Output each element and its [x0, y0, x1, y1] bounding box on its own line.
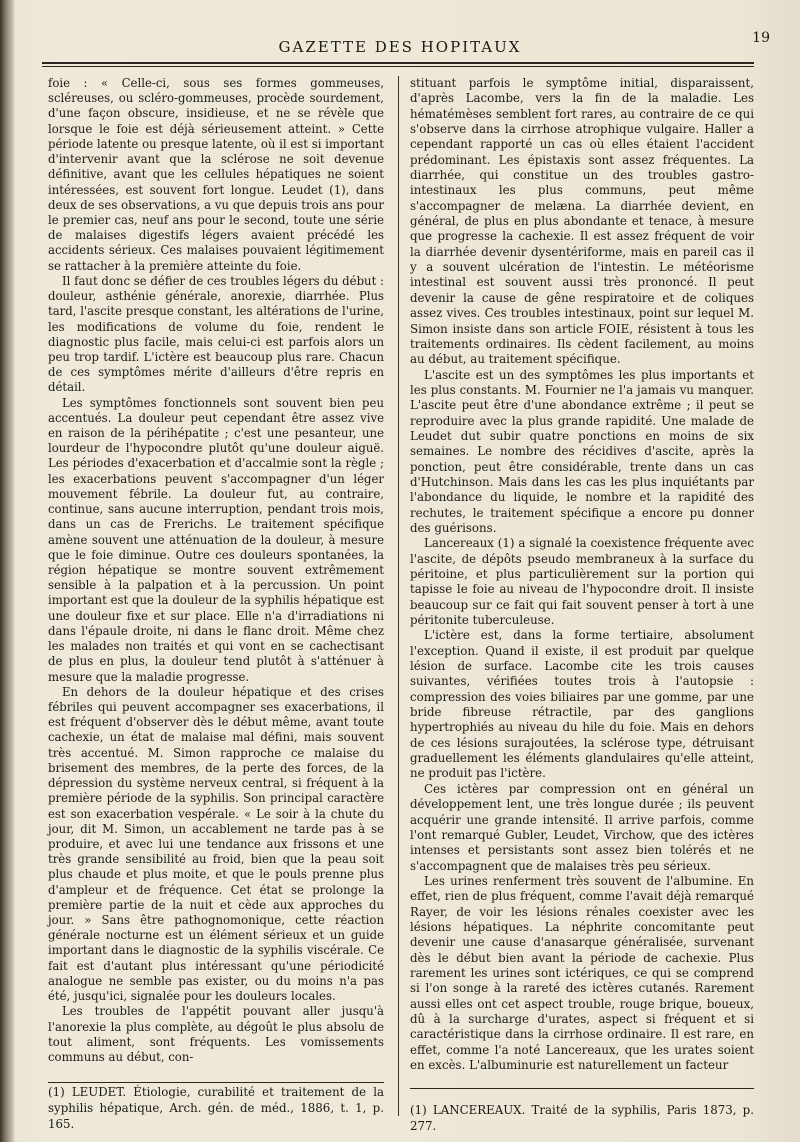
- column-divider: [398, 76, 399, 1116]
- paragraph: Les symptômes fonctionnels sont souvent bien peu accentués. La douleur peut cependant être assez vive en raison de la périhépatite ; c'est une pesanteur, une lourdeur de l'hypocondre plutôt qu'une douleur aiguë. Les périodes d'exacerbation et d'accalmie sont la règle ; les exacerbations peuvent s'accompagner d'un léger mouvement fébrile. La douleur fut, au contraire, continue, sans aucune interruption, pendant trois mois, dans un cas de Frerichs. Le traitement spécifique amène souvent une atténuation de la douleur, à mesure que le foie diminue. Outre ces douleurs spontanées, la région hépatique se montre souvent extrêmement sensible à la palpation et à la percussion. Un point important est que la douleur de la syphilis hépatique est une douleur fixe et sur place. Elle n'a d'irradiations ni dans l'épaule droite, ni dans le flanc droit. Même chez les malades non traités et qui vont en se cachectisant de plus en plus, la douleur tend plutôt à s'atténuer à mesure que la maladie progresse.: [48, 395, 384, 684]
- paragraph: foie : « Celle-ci, sous ses formes gommeuses, scléreuses, ou scléro-gommeuses, procède sourdement, d'une façon obscure, insidieuse, et ne se révèle que lorsque le foie est déjà sérieusement atteint. » Cette période latente ou presque latente, où il est si important d'intervenir avant que la sclérose ne soit devenue définitive, avant que les cellules hépatiques ne soient intéressées, est souvent fort longue. Leudet (1), dans deux de ses observations, a vu que depuis trois ans pour le premier cas, neuf ans pour le second, toute une série de malaises digestifs légers avaient précédé les accidents sérieux. Ces malaises pouvaient légitimement se rattacher à la première atteinte du foie.: [48, 76, 384, 273]
- running-header-title: GAZETTE DES HOPITAUX: [278, 38, 522, 56]
- paragraph: L'ascite est un des symptômes les plus importants et les plus constants. M. Fournier ne l'a jamais vu manquer. L'ascite peut être d'une abondance extrême ; il peut se reproduire avec la plus grande rapidité. Une malade de Leudet dut subir quatre ponctions en moins de six semaines. Le nombre des récidives d'ascite, après la ponction, peut être considérable, trente dans un cas d'Hutchinson. Mais dans les cas les plus inquiétants par l'abondance du liquide, le nombre et la rapidité des rechutes, le traitement spécifique a encore pu donner des guérisons.: [410, 367, 754, 535]
- right-column: [410, 76, 754, 1073]
- paragraph: En dehors de la douleur hépatique et des crises fébriles qui peuvent accompagner ses exacerbations, il est fréquent d'observer dès le début même, avant toute cachexie, un état de malaise mal défini, mais souvent très accentué. M. Simon rapproche ce malaise du brisement des membres, de la perte des forces, de la dépression du système nerveux central, si fréquent à la première période de la syphilis. Son principal caractère est son exacerbation vespérale. « Le soir à la chute du jour, dit M. Simon, un accablement ne tarde pas à se produire, et avec lui une tendance aux frissons et une très grande sensibilité au froid, bien que la peau soit plus chaude et plus moite, et que le pouls prenne plus d'ampleur et de fréquence. Cet état se prolonge la première partie de la nuit et cède aux approches du jour. » Sans être pathognomonique, cette réaction générale nocturne est un élément sérieux et un guide important dans le diagnostic de la syphilis viscérale. Ce fait est d'autant plus intéressant qu'une périodicité analogue ne semble pas exister, ou du moins n'a pas été, jusqu'ici, signalée pour les douleurs locales.: [48, 684, 384, 1004]
- header-rule: [42, 62, 754, 64]
- binding-spine: [0, 0, 14, 1142]
- footnote-left: (1) LEUDET. Étiologie, curabilité et traitement de la syphilis hépatique, Arch. gén. de méd., 1886, t. 1, p. 165.: [48, 1085, 384, 1131]
- footnote-right: (1) LANCEREAUX. Traité de la syphilis, Paris 1873, p. 277.: [410, 1103, 754, 1133]
- footnote-rule-left: [48, 1082, 384, 1083]
- paragraph: Il faut donc se défier de ces troubles légers du début : douleur, asthénie générale, anorexie, diarrhée. Plus tard, l'ascite presque constant, les altérations de l'urine, les modifications de volume du foie, rendent le diagnostic plus facile, mais celui-ci est parfois alors un peu trop tardif. L'ictère est beaucoup plus rare. Chacun de ces symptômes mérite d'ailleurs d'être repris en détail.: [48, 273, 384, 395]
- left-column: [48, 76, 384, 1065]
- paragraph: L'ictère est, dans la forme tertiaire, absolument l'exception. Quand il existe, il est produit par quelque lésion de surface. Lacombe cite les trois causes suivantes, vérifiées toutes trois à l'autopsie : compression des voies biliaires par une gomme, par une bride fibreuse rétractile, par des ganglions hypertrophiés au niveau du hile du foie. Mais en dehors de ces lésions surajoutées, la sclérose type, détruisant graduellement les éléments glandulaires qu'elle atteint, ne produit pas l'ictère.: [410, 628, 754, 781]
- footnote-rule-right: [410, 1088, 754, 1089]
- paragraph: Les troubles de l'appétit pouvant aller jusqu'à l'anorexie la plus complète, au dégoût le plus absolu de tout aliment, sont fréquents. Les vomissements communs au début, con-: [48, 1004, 384, 1064]
- paragraph: stituant parfois le symptôme initial, disparaissent, d'après Lacombe, vers la fin de la maladie. Les hématémèses semblent fort rares, au contraire de ce qui s'observe dans la cirrhose atrophique vulgaire. Haller a cependant rapporté un cas où elles étaient l'accident prédominant. Les épistaxis sont assez fréquentes. La diarrhée, qui constitue un des troubles gastro-intestinaux les plus communs, peut même s'accompagner de melæna. La diarrhée devient, en général, de plus en plus abondante et tenace, à mesure que progresse la cachexie. Il est assez fréquent de voir la diarrhée devenir dysentériforme, mais en pareil cas il y a souvent ulcération de l'intestin. Le météorisme intestinal est souvent aussi très prononcé. Il peut devenir la cause de gêne respiratoire et de coliques assez vives. Ces troubles intestinaux, point sur lequel M. Simon insiste dans son article FOIE, résistent à tous les traitements ordinaires. Ils cèdent facilement, au moins au début, au traitement spécifique.: [410, 76, 754, 367]
- paragraph: Les urines renferment très souvent de l'albumine. En effet, rien de plus fréquent, comme l'avait déjà remarqué Rayer, de voir les lésions rénales coexister avec les lésions hépatiques. La néphrite concomitante peut devenir une cause d'anasarque généralisée, survenant dès le début bien avant la période de cachexie. Plus rarement les urines sont ictériques, ce qui se comprend si l'on songe à la rareté des ictères cutanés. Rarement aussi elles ont cet aspect trouble, rouge brique, boueux, dû à la surcharge d'urates, aspect si fréquent et si caractéristique dans la cirrhose ordinaire. Il est rare, en effet, comme l'a noté Lancereaux, que les urates soient en excès. L'albuminurie est naturellement un facteur: [410, 873, 754, 1072]
- paragraph: Lancereaux (1) a signalé la coexistence fréquente avec l'ascite, de dépôts pseudo membraneux à la surface du péritoine, et plus particulièrement sur la portion qui tapisse le foie au niveau de l'hypocondre droit. Il insiste beaucoup sur ce fait qui fait souvent penser à tort à une péritonite tuberculeuse.: [410, 536, 754, 628]
- header-rule-thin: [42, 66, 754, 67]
- paragraph: Ces ictères par compression ont en général un développement lent, une très longue durée ; ils peuvent acquérir une grande intensité. Il arrive parfois, comme l'ont remarqué Gubler, Leudet, Virchow, que des ictères intenses et persistants sont assez bien tolérés et ne s'accompagnent que de malaises très peu sérieux.: [410, 781, 754, 873]
- page-number: 19: [752, 30, 770, 46]
